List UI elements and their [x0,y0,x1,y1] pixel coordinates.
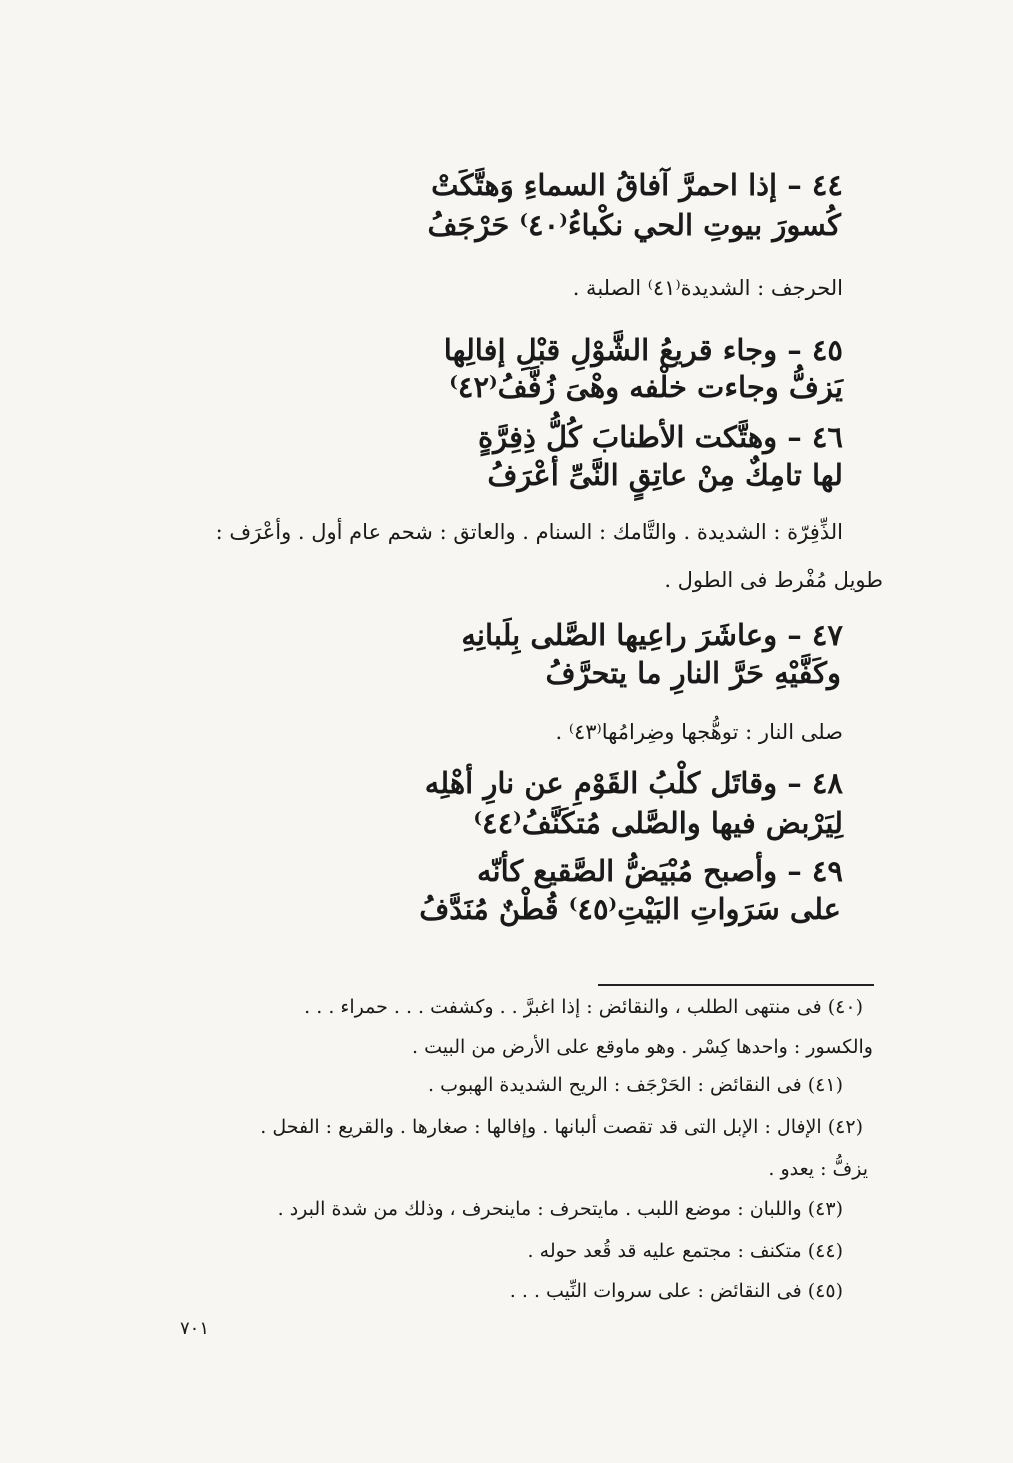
footnote-separator [598,984,874,986]
footnote-43: (٤٣) واللبان : موضع اللبب . مايتحرف : ماينحرف ، وذلك من شدة البرد . [277,1198,843,1220]
verse-45-line-2: يَزفُّ وجاءت خلْفه وهْىَ زُفَّفُ⁽٤٢⁾ [449,370,843,404]
verse-44-line-2: كُسورَ بيوتِ الحي نكْباءُ⁽٤٠⁾ حَرْجَفُ [427,208,841,242]
verse-47-line-2: وكَفَّيْهِ حَرَّ النارِ ما يتحرَّفُ [545,656,841,690]
gloss-sala: صلى النار : توهُّجها وضِرامُها⁽٤٣⁾ . [555,720,843,744]
verse-46-line-1 [478,420,843,454]
verse-hemistich-a: وأصبح مُبْيَضُّ الصَّقيع كأنّه [476,854,778,888]
verse-number: ٤٤ – [787,168,843,202]
page-number: ٧٠١ [180,1318,210,1339]
footnote-40-cont: والكسور : واحدها كِسْر . وهو ماوقع على الأرض من البيت . [412,1036,873,1058]
verse-hemistich-a: وجاء قريعُ الشَّوْلِ قبْلِ إفالِها [443,333,778,367]
verse-number: ٤٦ – [787,420,843,454]
verse-number: ٤٩ – [787,854,843,888]
verse-48-line-1 [425,766,843,800]
footnote-45: (٤٥) فى النقائض : على سروات النِّيب . . . [509,1280,843,1302]
gloss-harjaf: الحرجف : الشديدة⁽٤١⁾ الصلبة . [572,276,843,300]
verse-number: ٤٥ – [787,333,843,367]
verse-hemistich-a: إذا احمرَّ آفاقُ السماءِ وَهتَّكَتْ [431,168,778,202]
verse-44-line-1 [431,168,843,202]
verse-49-line-1 [477,854,843,888]
footnote-41: (٤١) فى النقائض : الحَرْجَف : الريح الشديدة الهبوب . [428,1074,843,1096]
footnote-44: (٤٤) متكنف : مجتمع عليه قد قُعد حوله . [527,1240,843,1262]
verse-46-line-2: لها تامِكٌ مِنْ عاتِقٍ النَّىِّ أعْرَفُ [487,458,843,492]
gloss-dhifirra: الذِّفِرّة : الشديدة . والتَّامك : السنام . والعاتق : شحم عام أول . وأعْرَف : [215,520,843,544]
verse-number: ٤٧ – [787,618,843,652]
verse-47-line-1 [461,618,843,652]
verse-48-line-2: لِيَرْبض فيها والصَّلى مُتكَنَّفُ⁽٤٤⁾ [473,806,843,840]
footnote-40: (٤٠) فى منتهى الطلب ، والنقائض : إذا اغبرَّ . . وكشفت . . . حمراء . . . [304,996,863,1018]
footnote-42-cont: يزفُّ : يعدو . [768,1158,868,1180]
verse-49-line-2: على سَرَواتِ البَيْتِ⁽٤٥⁾ قُطْنٌ مُنَدَّفُ [419,892,841,926]
verse-number: ٤٨ – [787,766,843,800]
gloss-dhifirra-cont: طويل مُفْرط فى الطول . [664,568,883,592]
verse-45-line-1 [444,333,843,367]
verse-hemistich-a: وقاتَل كلْبُ القَوْمِ عن نارِ أهْلِه [424,766,778,800]
footnote-42: (٤٢) الإفال : الإبل التى قد تقصت ألبانها . وإفالها : صغارها . والقريع : الفحل . [260,1116,863,1138]
verse-hemistich-a: وعاشَرَ راعِيها الصَّلى بِلَبانِهِ [461,618,778,652]
verse-hemistich-a: وهتَّكت الأطنابَ كُلُّ ذِفِرَّةٍ [477,420,778,454]
